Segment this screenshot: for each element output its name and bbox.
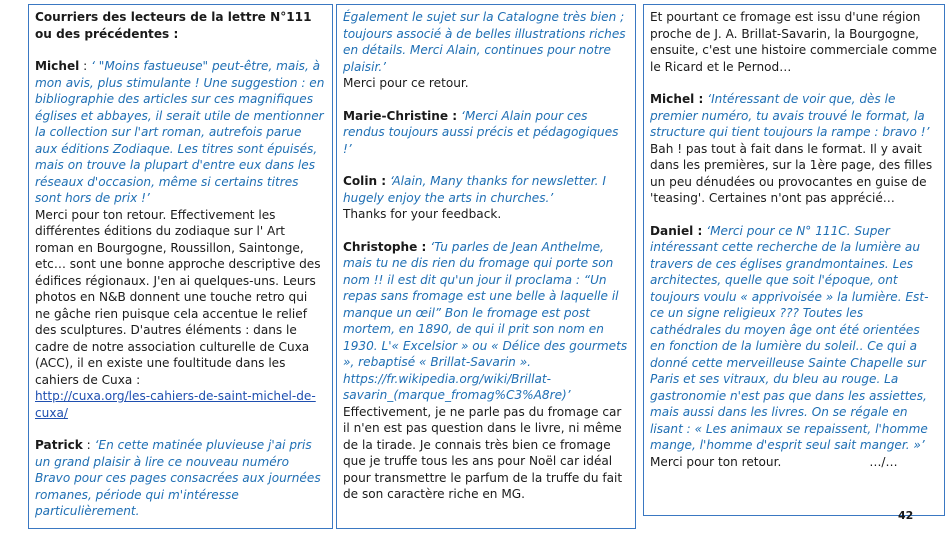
author-reply: Effectivement, je ne parle pas du fromage car il n'en est pas question dans le livre, ni même de la tirade. Je connais très bien ce fromage que je truffe tous les ans pour Noël car idéal pour transmettre le parfum de la truffe du fait de son caractère riche en MG. [343,404,623,501]
reader-quote: Également le sujet sur la Catalogne très bien ; toujours associé à de belles illustrations riches en détails. Merci Alain, continues pour notre plaisir.’ [343,10,626,74]
author-name: Michel [35,59,80,73]
reader-quote: ‘Alain, Many thanks for newsletter. I hugely enjoy the arts in churches.’ [343,174,606,205]
author-name: Michel : [650,92,704,106]
letter-colin [343,173,629,206]
letter-michel: Michel : ‘ "Moins fastueuse" peut-être, mais, à mon avis, plus stimulante ! Une suggestion : en bibliographie des articles sur ces magnifiques églises et abbayes, il serait utile de mentionner la collection sur l'art roman, autrefois parue aux éditions Zodiaque. Les titres sont épuisés, mais on trouve la plupart d'entre eux dans les réseaux d'occasion, même si certains titres sont hors de prix !’ [35,59,325,205]
page-number: 42 [898,509,914,522]
reply-text: Merci pour ton retour. [650,454,782,469]
reader-quote: ‘Tu parles de Jean Anthelme, mais tu ne dis rien du fromage qui porte son nom !! il est dit qu'un jour il proclama : “Un repas sans fromage est une belle à laquelle il manque un œil” Bon le fromage est post mortem, en 1890, de qui il prit son nom en 1930. L'« Excelsior » ou « Délice des gourmets », rebaptisé « Brillat-Savarin ». https://fr.wikipedia.org/wiki/Brillat-savarin_(marque_fromag%C3%A8re)’ [343,239,628,402]
reader-quote: ‘Merci Alain pour ces rendus toujours aussi précis et pédagogiques !’ [343,108,619,156]
letter-michel-2 [650,91,938,141]
reader-quote: ‘Merci pour ce N° 111C. Super intéressant cette recherche de la lumière au travers de ces églises grandmontaines. Les architectes, quelle que soit l'époque, ont toujours voulu « apprivoisée » la lumière. Est-ce un signe religieux ??? Toutes les cathédrales du moyen âge ont été orientées en fonction de la lumière du soleil.. Ce qui a donné cette merveilleuse Sainte Chapelle sur Paris et ses vitraux, du bleu au rouge. La gastronomie n'est pas que dans les assiettes, mais aussi dans les livres. On se régale en lisant : « Les animaux se repaissent, l'homme mange, l'homme d'esprit seul sait manger. »’ [650,223,929,452]
author-name: Patrick [35,438,83,452]
author-name: Colin : [343,174,387,188]
author-name: Marie-Christine : [343,108,458,123]
reader-quote: ‘En cette matinée pluvieuse j'ai pris un grand plaisir à lire ce nouveau numéro Bravo pour ces pages consacrées aux journées romanes, période qui m'intéresse particulièrement. [35,438,321,518]
letter-patrick: Patrick : ‘En cette matinée pluvieuse j'ai pris un grand plaisir à lire ce nouveau numéro Bravo pour ces pages consacrées aux journées romanes, période qui m'intéresse particulièrement. [35,438,321,518]
section-title: Courriers des lecteurs de la lettre N°111 ou des précédentes : [35,10,312,41]
intro-text: Et pourtant ce fromage est issu d'une région proche de J. A. Brillat-Savarin, la Bourgogne, ensuite, c'est une histoire commerciale comme le Ricard et le Pernod… [650,10,937,74]
author-reply: Bah ! pas tout à fait dans le format. Il y avait dans les premières, sur la 1ère page, des filles un peu dénudées ou provocantes en guise de 'teasing'. Certaines n'ont pas apprécié… [650,141,933,205]
author-reply [650,454,938,471]
author-name: Christophe : [343,239,427,254]
author-reply: Thanks for your feedback. [343,207,502,221]
author-reply: Merci pour ton retour. Effectivement les différentes éditions du zodiaque sur l' Art roman en Bourgogne, Roussillon, Saintonge, etc… sont une bonne approche descriptive des édifices régionaux. J'en ai quelques-uns. Leurs photos en N&B donnent une touche retro qui ne gâche rien puisque cela accentue le relief des sculptures. D'autres éléments : dans le cadre de notre association culturelle de Cuxa (ACC), il en existe une foultitude dans les cahiers de Cuxa : [35,207,321,387]
author-name: Daniel : [650,223,703,238]
cuxa-link[interactable]: http://cuxa.org/les-cahiers-de-saint-michel-de-cuxa/ [35,389,316,420]
continuation-mark: …/… [869,454,898,469]
letter-marie-christine [343,108,629,158]
letter-daniel [650,223,938,454]
column-3 [643,4,945,516]
reader-quote: ‘Intéressant de voir que, dès le premier numéro, tu avais trouvé le format, la structure qui tient toujours la rampe : bravo !’ [650,92,930,139]
reader-quote: ‘ "Moins fastueuse" peut-être, mais, à mon avis, plus stimulante ! Une suggestion : en bibliographie des articles sur ces magnifiques églises et abbayes, il serait utile de mentionner la collection sur l'art roman, autrefois parue aux éditions Zodiaque. Les titres sont épuisés, mais on trouve la plupart d'entre eux dans les réseaux d'occasion, même si certains titres sont hors de prix !’ [35,59,325,205]
column-1 [28,4,333,529]
letter-christophe [343,239,629,404]
author-reply: Merci pour ce retour. [343,76,469,90]
column-2 [336,4,636,529]
